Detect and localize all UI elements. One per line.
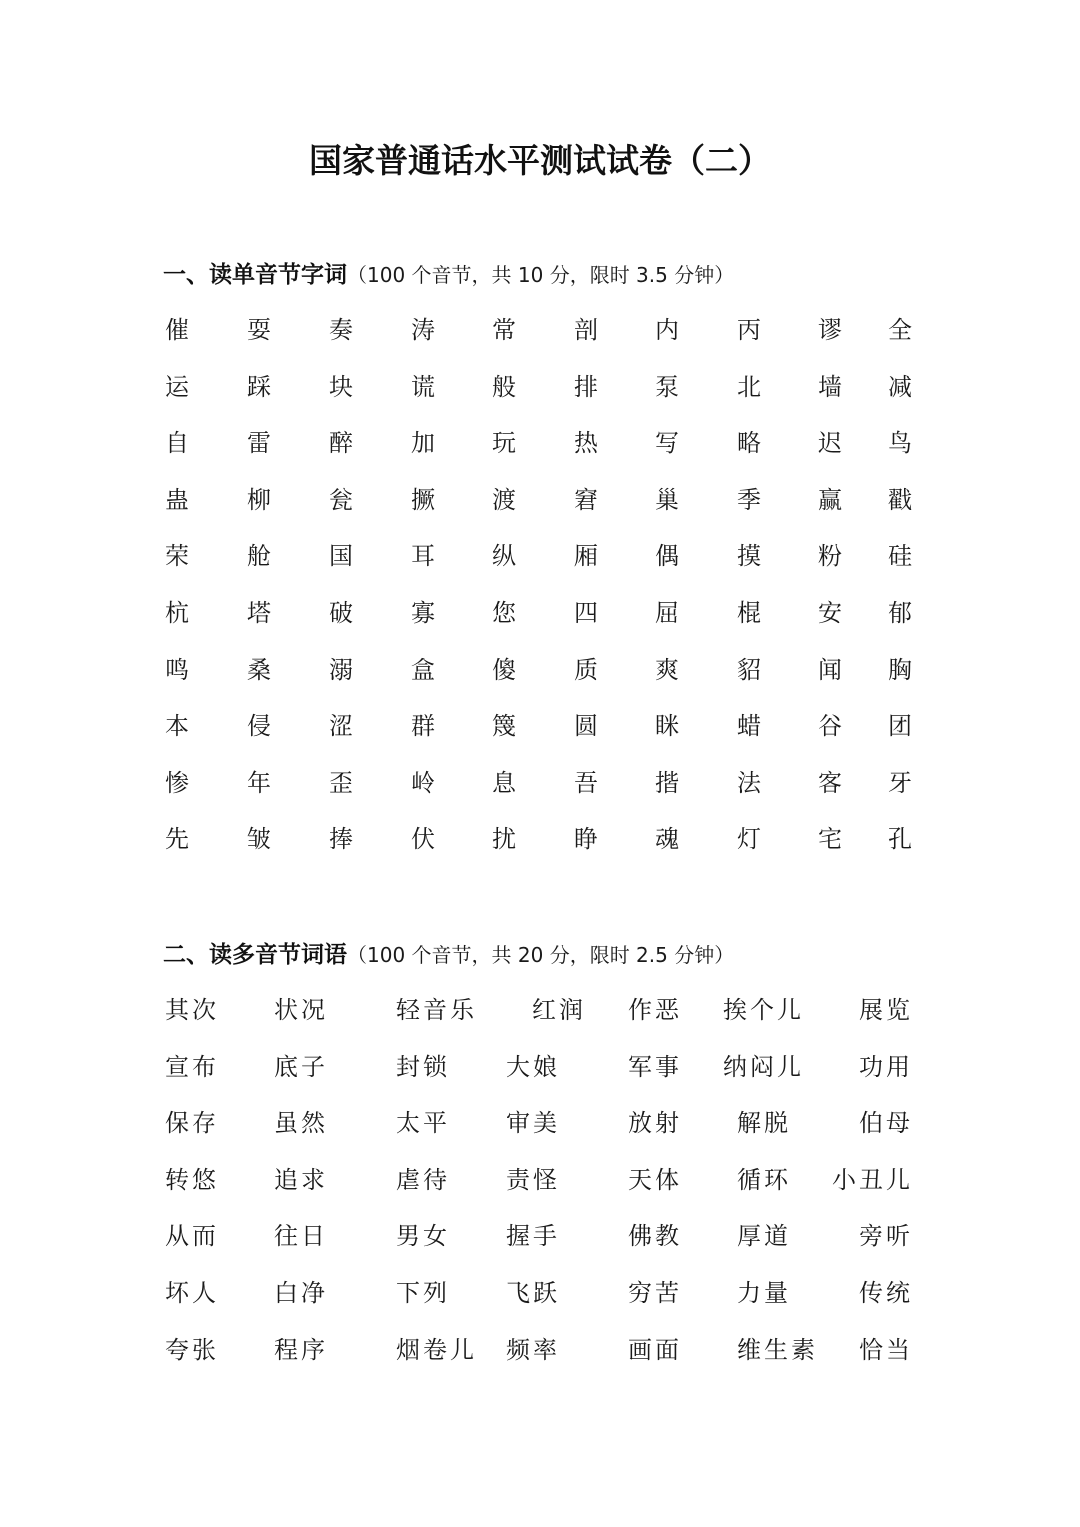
word-cell: 力量 bbox=[737, 1279, 791, 1307]
word-cell: 白净 bbox=[274, 1279, 328, 1307]
section-heading-monosyllabic bbox=[163, 258, 734, 294]
word-cell: 坏人 bbox=[165, 1279, 219, 1307]
character-cell: 墙 bbox=[818, 372, 842, 401]
word-cell: 虐待 bbox=[396, 1165, 450, 1194]
character-row bbox=[0, 480, 1080, 520]
character-cell: 雷 bbox=[247, 429, 271, 458]
word-cell: 状况 bbox=[274, 996, 328, 1024]
character-cell: 舱 bbox=[247, 542, 271, 571]
word-cell: 放射 bbox=[628, 1109, 682, 1138]
word-cell: 厚道 bbox=[737, 1222, 791, 1251]
word-cell: 夸张 bbox=[165, 1335, 219, 1364]
character-row bbox=[0, 423, 1080, 463]
character-cell: 闻 bbox=[818, 655, 842, 684]
character-cell: 寡 bbox=[411, 599, 435, 627]
character-cell: 加 bbox=[411, 429, 435, 458]
character-cell: 屈 bbox=[655, 599, 679, 627]
word-cell: 循环 bbox=[737, 1165, 791, 1194]
character-cell: 伏 bbox=[411, 825, 435, 854]
character-cell: 醉 bbox=[329, 429, 353, 458]
character-cell: 迟 bbox=[818, 429, 842, 458]
word-cell: 从而 bbox=[165, 1222, 219, 1251]
character-cell: 耳 bbox=[411, 542, 435, 571]
character-row bbox=[0, 650, 1080, 690]
character-cell: 魂 bbox=[655, 825, 679, 854]
character-cell: 蛊 bbox=[165, 485, 189, 514]
character-cell: 侵 bbox=[247, 712, 271, 741]
character-cell: 运 bbox=[165, 372, 189, 401]
character-cell: 皱 bbox=[247, 825, 271, 854]
word-cell: 展览 bbox=[859, 996, 913, 1024]
character-cell: 您 bbox=[492, 599, 516, 627]
character-cell: 先 bbox=[165, 825, 189, 854]
word-row bbox=[0, 1103, 1080, 1143]
character-cell: 摸 bbox=[737, 542, 761, 571]
character-cell: 揩 bbox=[655, 768, 679, 797]
character-cell: 安 bbox=[818, 599, 842, 627]
character-cell: 催 bbox=[165, 316, 189, 344]
character-cell: 北 bbox=[737, 372, 761, 401]
character-cell: 蜡 bbox=[737, 712, 761, 741]
character-cell: 窘 bbox=[574, 485, 598, 514]
word-row bbox=[0, 1330, 1080, 1370]
word-cell: 太平 bbox=[396, 1109, 450, 1138]
word-cell: 小丑儿 bbox=[832, 1165, 913, 1194]
character-cell: 宅 bbox=[818, 825, 842, 854]
word-cell: 男女 bbox=[396, 1222, 450, 1251]
character-cell: 本 bbox=[165, 712, 189, 741]
character-cell: 般 bbox=[492, 372, 516, 401]
character-cell: 群 bbox=[411, 712, 435, 741]
character-cell: 热 bbox=[574, 429, 598, 458]
character-cell: 塔 bbox=[247, 599, 271, 627]
character-cell: 季 bbox=[737, 485, 761, 514]
character-cell: 块 bbox=[329, 372, 353, 401]
section-name: 二、读多音节词语 bbox=[163, 942, 347, 968]
character-cell: 奏 bbox=[329, 316, 353, 344]
character-cell: 法 bbox=[737, 768, 761, 797]
word-cell: 作恶 bbox=[628, 996, 682, 1024]
word-cell: 频率 bbox=[506, 1335, 560, 1364]
character-cell: 圆 bbox=[574, 712, 598, 741]
character-cell: 涛 bbox=[411, 316, 435, 344]
character-cell: 惨 bbox=[165, 768, 189, 797]
character-cell: 质 bbox=[574, 655, 598, 684]
character-cell: 盒 bbox=[411, 655, 435, 684]
character-cell: 玩 bbox=[492, 429, 516, 458]
character-cell: 剖 bbox=[574, 316, 598, 344]
word-cell: 维生素 bbox=[737, 1335, 818, 1364]
character-cell: 踩 bbox=[247, 372, 271, 401]
word-cell: 伯母 bbox=[859, 1109, 913, 1138]
word-cell: 往日 bbox=[274, 1222, 328, 1251]
word-row bbox=[0, 1216, 1080, 1256]
character-cell: 自 bbox=[165, 429, 189, 458]
character-cell: 岭 bbox=[411, 768, 435, 797]
character-cell: 吾 bbox=[574, 768, 598, 797]
character-cell: 渡 bbox=[492, 485, 516, 514]
character-cell: 谬 bbox=[818, 316, 842, 344]
character-cell: 耍 bbox=[247, 316, 271, 344]
character-cell: 篾 bbox=[492, 712, 516, 741]
section-note: （100 个音节，共 10 分，限时 3.5 分钟） bbox=[347, 263, 735, 287]
character-cell: 粉 bbox=[818, 542, 842, 571]
character-row bbox=[0, 536, 1080, 576]
character-cell: 纵 bbox=[492, 542, 516, 571]
character-cell: 减 bbox=[888, 372, 912, 401]
word-row bbox=[0, 1047, 1080, 1087]
character-cell: 全 bbox=[888, 316, 912, 344]
character-cell: 鸣 bbox=[165, 655, 189, 684]
character-cell: 略 bbox=[737, 429, 761, 458]
word-cell: 保存 bbox=[165, 1109, 219, 1138]
character-cell: 内 bbox=[655, 316, 679, 344]
word-cell: 挨个儿 bbox=[723, 996, 804, 1024]
word-cell: 虽然 bbox=[274, 1109, 328, 1138]
character-cell: 国 bbox=[329, 542, 353, 571]
word-cell: 画面 bbox=[628, 1335, 682, 1364]
character-cell: 爽 bbox=[655, 655, 679, 684]
word-cell: 天体 bbox=[628, 1165, 682, 1194]
character-cell: 捧 bbox=[329, 825, 353, 854]
character-cell: 瓮 bbox=[329, 485, 353, 514]
character-cell: 郁 bbox=[888, 599, 912, 627]
word-cell: 程序 bbox=[274, 1335, 328, 1364]
word-cell: 下列 bbox=[396, 1279, 450, 1307]
character-cell: 巢 bbox=[655, 485, 679, 514]
character-cell: 杭 bbox=[165, 599, 189, 627]
character-cell: 荣 bbox=[165, 542, 189, 571]
word-cell: 责怪 bbox=[506, 1165, 560, 1194]
word-row bbox=[0, 990, 1080, 1030]
character-cell: 扰 bbox=[492, 825, 516, 854]
character-cell: 赢 bbox=[818, 485, 842, 514]
word-cell: 追求 bbox=[274, 1165, 328, 1194]
character-cell: 睁 bbox=[574, 825, 598, 854]
word-cell: 传统 bbox=[859, 1279, 913, 1307]
word-cell: 佛教 bbox=[628, 1222, 682, 1251]
character-cell: 貂 bbox=[737, 655, 761, 684]
word-cell: 纳闷儿 bbox=[723, 1052, 804, 1081]
word-cell: 其次 bbox=[165, 996, 219, 1024]
character-cell: 偶 bbox=[655, 542, 679, 571]
word-cell: 旁听 bbox=[859, 1222, 913, 1251]
character-cell: 团 bbox=[888, 712, 912, 741]
character-cell: 桑 bbox=[247, 655, 271, 684]
character-cell: 硅 bbox=[888, 542, 912, 571]
section-note: （100 个音节，共 20 分，限时 2.5 分钟） bbox=[347, 943, 735, 967]
word-cell: 转悠 bbox=[165, 1165, 219, 1194]
section-heading-polysyllabic bbox=[163, 938, 734, 974]
word-cell: 恰当 bbox=[859, 1335, 913, 1364]
word-cell: 宣布 bbox=[165, 1052, 219, 1081]
character-cell: 眯 bbox=[655, 712, 679, 741]
character-row bbox=[0, 367, 1080, 407]
character-cell: 溺 bbox=[329, 655, 353, 684]
section-name: 一、读单音节字词 bbox=[163, 262, 347, 288]
character-cell: 谎 bbox=[411, 372, 435, 401]
character-cell: 丙 bbox=[737, 316, 761, 344]
word-cell: 烟卷儿 bbox=[396, 1335, 477, 1364]
character-cell: 破 bbox=[329, 599, 353, 627]
word-cell: 握手 bbox=[506, 1222, 560, 1251]
character-cell: 谷 bbox=[818, 712, 842, 741]
character-cell: 四 bbox=[574, 599, 598, 627]
character-cell: 排 bbox=[574, 372, 598, 401]
word-cell: 飞跃 bbox=[506, 1279, 560, 1307]
word-cell: 穷苦 bbox=[628, 1279, 682, 1307]
character-cell: 歪 bbox=[329, 768, 353, 797]
character-row bbox=[0, 706, 1080, 746]
character-cell: 戳 bbox=[888, 485, 912, 514]
word-cell: 轻音乐 bbox=[396, 996, 477, 1024]
character-cell: 棍 bbox=[737, 599, 761, 627]
character-row bbox=[0, 593, 1080, 633]
word-cell: 功用 bbox=[859, 1052, 913, 1081]
character-cell: 客 bbox=[818, 768, 842, 797]
character-cell: 牙 bbox=[888, 768, 912, 797]
character-row bbox=[0, 310, 1080, 350]
character-row bbox=[0, 763, 1080, 803]
word-cell: 红润 bbox=[532, 996, 586, 1024]
character-cell: 年 bbox=[247, 768, 271, 797]
character-cell: 写 bbox=[655, 429, 679, 458]
word-cell: 军事 bbox=[628, 1052, 682, 1081]
character-cell: 泵 bbox=[655, 372, 679, 401]
word-cell: 审美 bbox=[506, 1109, 560, 1138]
character-cell: 厢 bbox=[574, 542, 598, 571]
character-cell: 撅 bbox=[411, 485, 435, 514]
word-cell: 大娘 bbox=[506, 1052, 560, 1081]
character-cell: 胸 bbox=[888, 655, 912, 684]
word-cell: 封锁 bbox=[396, 1052, 450, 1081]
word-cell: 解脱 bbox=[737, 1109, 791, 1138]
character-cell: 傻 bbox=[492, 655, 516, 684]
character-cell: 常 bbox=[492, 316, 516, 344]
page-title: 国家普通话水平测试试卷（二） bbox=[309, 141, 771, 180]
character-cell: 鸟 bbox=[888, 429, 912, 458]
character-cell: 孔 bbox=[888, 825, 912, 854]
word-cell: 底子 bbox=[274, 1052, 328, 1081]
word-row bbox=[0, 1273, 1080, 1313]
character-cell: 柳 bbox=[247, 485, 271, 514]
character-cell: 涩 bbox=[329, 712, 353, 741]
character-row bbox=[0, 819, 1080, 859]
character-cell: 息 bbox=[492, 768, 516, 797]
character-cell: 灯 bbox=[737, 825, 761, 854]
word-row bbox=[0, 1160, 1080, 1200]
